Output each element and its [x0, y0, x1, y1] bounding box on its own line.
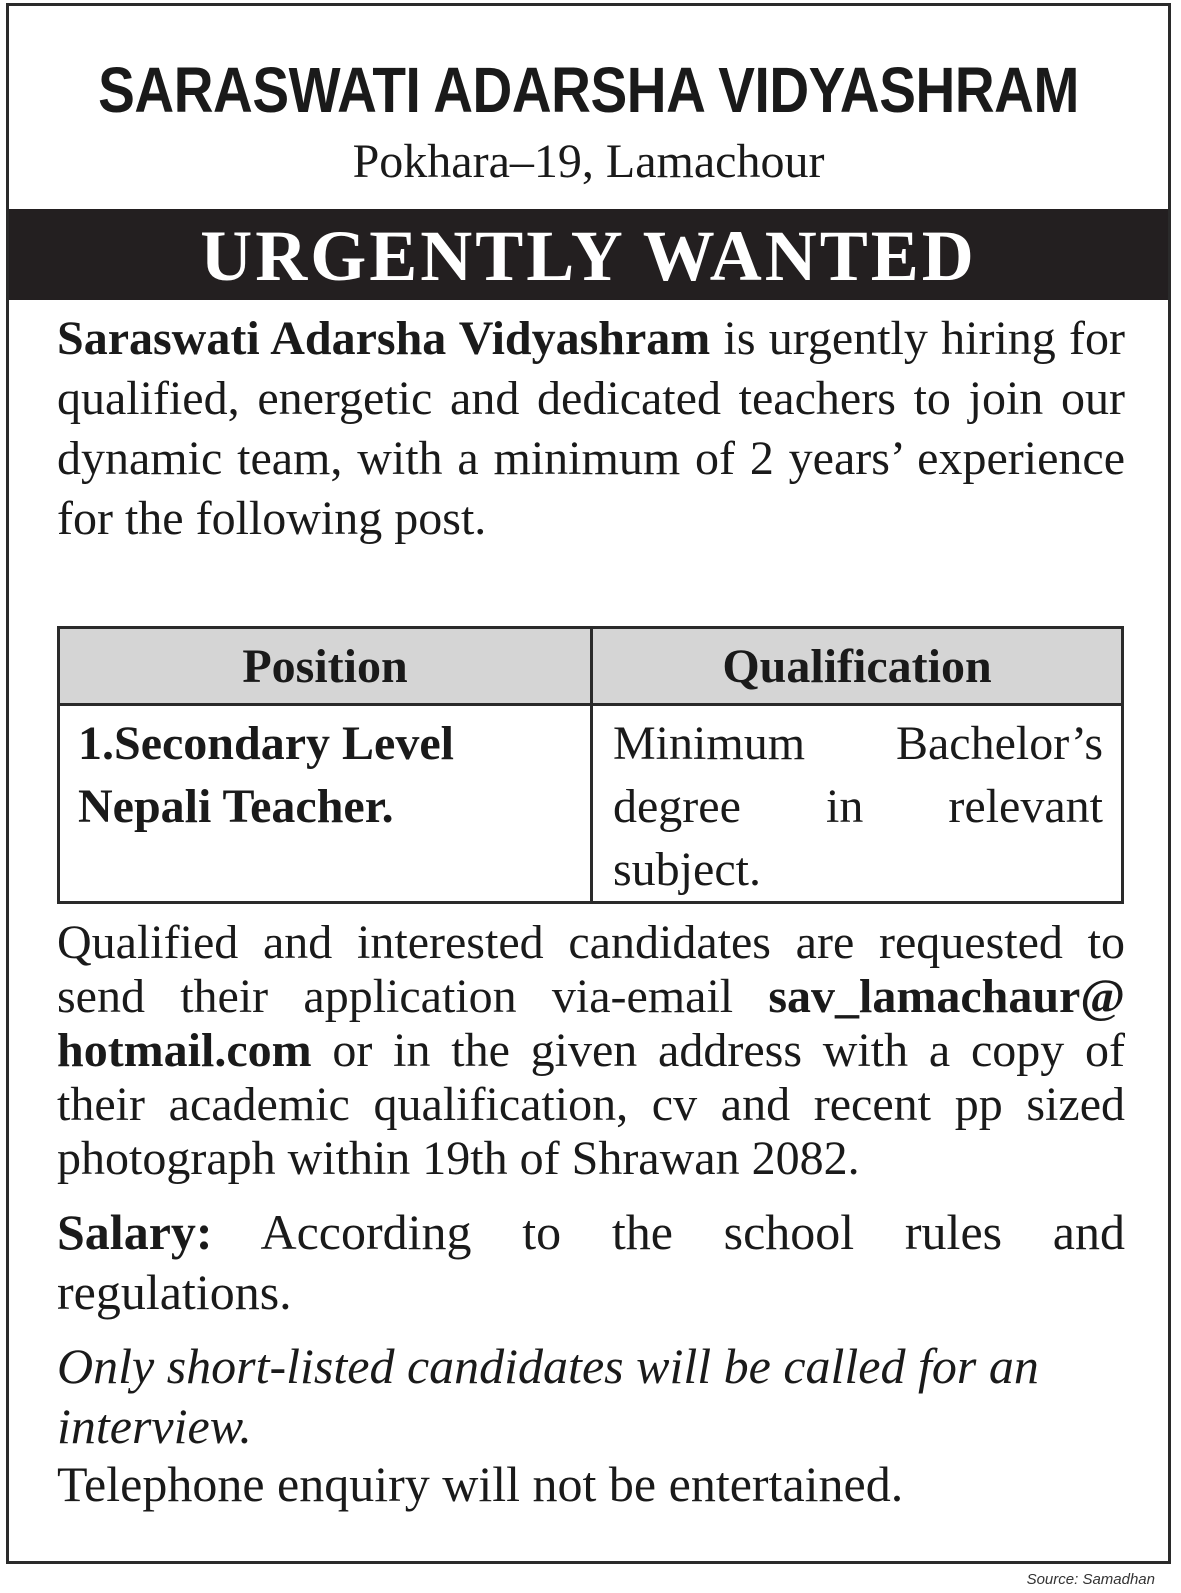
urgently-wanted-banner: URGENTLY WANTED: [9, 209, 1168, 300]
positions-table: [57, 626, 1124, 904]
table-row: [59, 705, 1123, 903]
table-header-row: [59, 628, 1123, 705]
source-credit: Source: Samadhan: [1026, 1571, 1155, 1588]
intro-school-name: Saraswati Adarsha Vidyashram: [57, 312, 711, 365]
telephone-note: Telephone enquiry will not be entertained.: [57, 1456, 904, 1512]
advertisement-frame: [6, 3, 1171, 1564]
position-column-header: Position: [59, 628, 592, 705]
intro-text: is urgently hiring for qualified, energetic and dedicated teachers to join our dynamic team, with a minimum of 2 years’ experience for the following post.: [57, 312, 1125, 545]
qualification-column-header: Qualification: [592, 628, 1123, 705]
application-email: sav_lamachaur@ hotmail.com: [57, 970, 1125, 1077]
salary-label: Salary:: [57, 1204, 213, 1260]
intro-paragraph: [57, 309, 1125, 549]
salary-text: According to the school rules and regulations.: [57, 1204, 1125, 1320]
position-cell: 1.Secondary Level Nepali Teacher.: [59, 705, 592, 903]
school-address: Pokhara–19, Lamachour: [352, 135, 825, 188]
qualification-cell: Minimum Bachelor’s degree in relevant subject.: [592, 705, 1123, 903]
application-instructions: [57, 916, 1125, 1186]
salary-paragraph: [57, 1202, 1125, 1322]
instructions-text-after: or in the given address with a copy of their academic qualification, cv and recent pp sized photograph within 19th of Shrawan 2082.: [57, 1024, 1125, 1185]
instructions-text-before: Qualified and interested candidates are requested to send their application via-email: [57, 916, 1125, 1023]
school-name-heading: SARASWATI ADARSHA VIDYASHRAM: [98, 54, 1079, 126]
shortlist-note: Only short-listed candidates will be called for an interview.: [57, 1338, 1039, 1454]
